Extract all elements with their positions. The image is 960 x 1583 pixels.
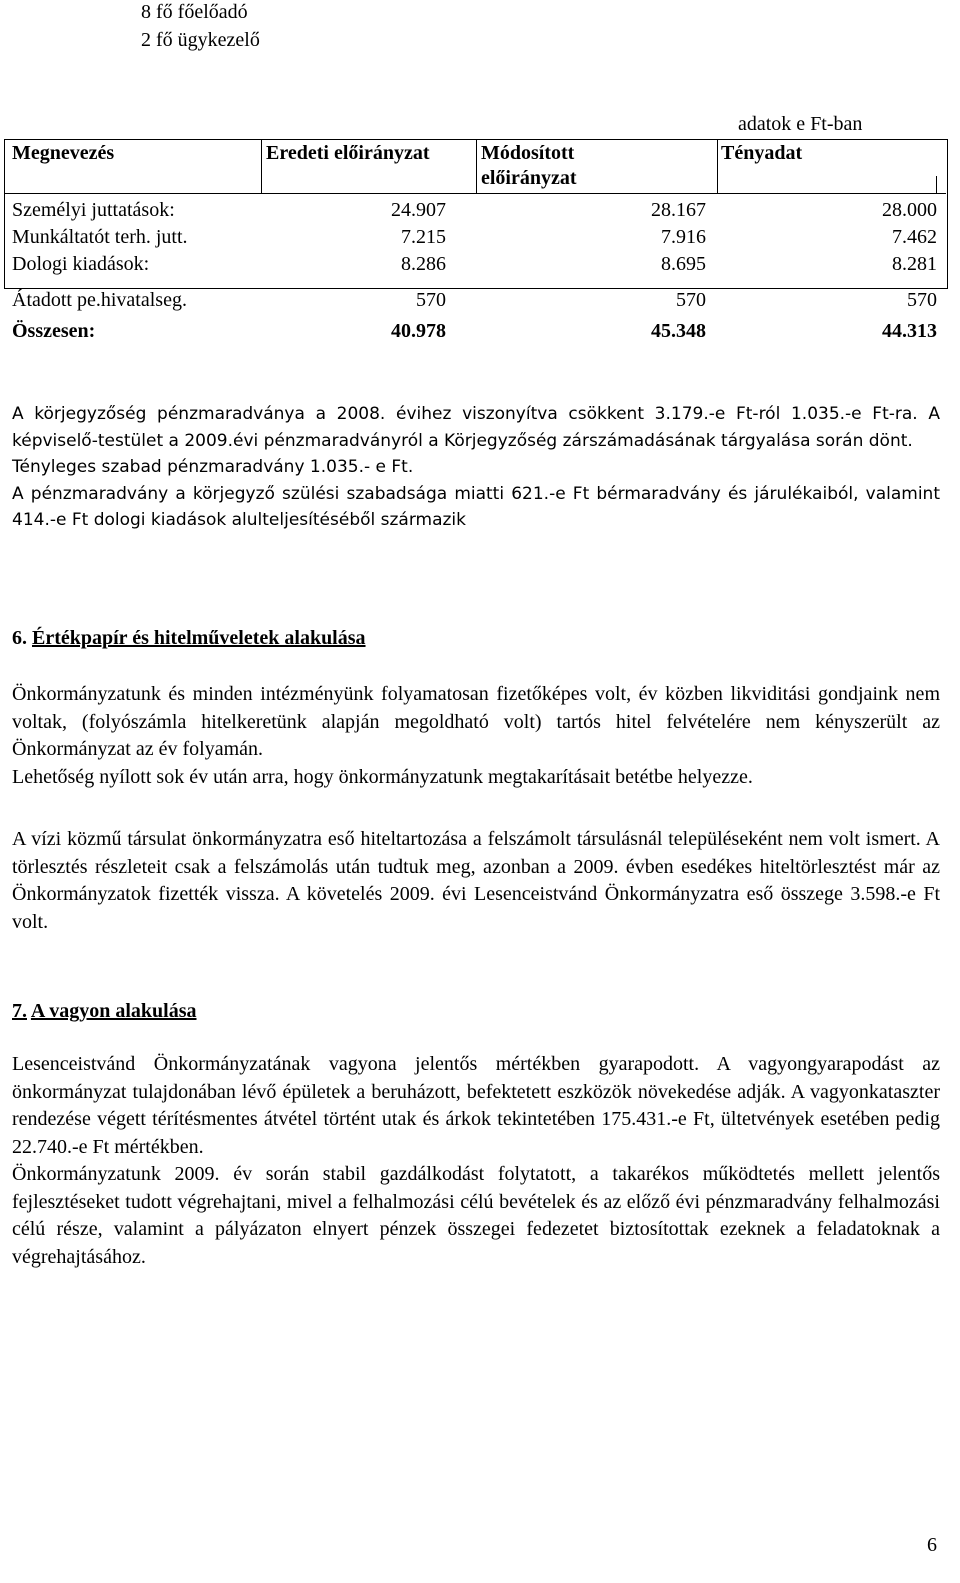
row-modositott: 7.916 (661, 226, 706, 248)
row-name: Átadott pe.hivatalseg. (12, 289, 187, 311)
section-6-paragraph-2: Lehetőség nyílott sok év után arra, hogy önkormányzatunk megtakarításait betétbe helyezze. (12, 765, 753, 788)
section-6-number: 6. (12, 627, 27, 649)
header-megnevezes: Megnevezés (12, 142, 115, 164)
unit-note: adatok e Ft-ban (738, 113, 863, 135)
section-6-body-2 (12, 826, 940, 936)
row-teny: 28.000 (882, 199, 937, 221)
row-name: Dologi kiadások: (12, 253, 150, 275)
remainder-section (12, 401, 940, 534)
row-eredeti: 24.907 (391, 199, 446, 221)
total-eredeti: 40.978 (391, 320, 446, 342)
row-name: Személyi juttatások: (12, 199, 175, 221)
row-eredeti: 570 (416, 289, 446, 311)
remainder-paragraph-3: A pénzmaradvány a körjegyző szülési szabadsága miatti 621.-e Ft bérmaradvány és járulékaiból, valamint 414.-e Ft dologi kiadások alulteljesítéséből származik (12, 483, 940, 531)
section-7-paragraph-2: Önkormányzatunk 2009. év során stabil gazdálkodást folytatott, a takarékos működtetés mellett jelentős fejlesztéseket tudott végrehajtani, mivel a felhalmozási célú bevételek és az előző évi pénzmaradvány felhalmozási célú része, valamint a pályázaton elnyert pénzek összegei fedezetet biztosítottak ezeknek a feladatoknak a végrehajtásához. (12, 1163, 940, 1268)
row-eredeti: 7.215 (401, 226, 446, 248)
total-teny: 44.313 (882, 320, 937, 342)
section-6-title: Értékpapír és hitelműveletek alakulása (32, 627, 366, 649)
row-eredeti: 8.286 (401, 253, 446, 275)
staff-line-2: 2 fő ügykezelő (141, 29, 260, 51)
section-7-title: A vagyon alakulása (30, 1000, 197, 1022)
section-6-heading (12, 627, 366, 650)
section-6-paragraph-1: Önkormányzatunk és minden intézményünk folyamatosan fizetőképes volt, év közben likviditási gondjaink nem voltak, (folyószámla hitelkeretünk alapján megoldható volt) tartós hitel felvételére nem kényszerült az Önkormányzat az év folyamán. (12, 683, 940, 760)
remainder-paragraph-1: A körjegyzőség pénzmaradványa a 2008. évihez viszonyítva csökkent 3.179.-e Ft-ról 1.035.-e Ft-ra. A képviselő-testület a 2009.évi pénzmaradványról a Körjegyzőség zárszámadásának tárgyalása során dönt. (12, 404, 940, 451)
section-7-heading (12, 1000, 197, 1023)
staff-line-1: 8 fő főelőadó (141, 1, 248, 23)
section-7-number: 7. (12, 1000, 27, 1022)
total-name: Összesen: (12, 320, 96, 342)
section-7-body (12, 1051, 940, 1271)
section-7-paragraph-1: Lesenceistvánd Önkormányzatának vagyona jelentős mértékben gyarapodott. A vagyongyarapodást az önkormányzat tulajdonában lévő épületek a beruházott, befektetett eszközök növekedése adják. A vagyonkataszter rendezése végett térítésmentes átvétel történt utak és árkok tekintetében 175.431.-e Ft, ültetvények esetében pedig 22.740.-e Ft mértékben. (12, 1053, 940, 1158)
section-6-body (12, 681, 940, 791)
section-6-paragraph-3: A vízi közmű társulat önkormányzatra eső hiteltartozása a felszámolt társulásnál településeként nem volt ismert. A törlesztés részleteit csak a felszámolás után tudtuk meg, azonban a 2009. évben esedékes hiteltörlesztést már az Önkormányzatok fizették vissza. A követelés 2009. évi Lesenceistvánd Önkormányzatra eső összege 3.598.-e Ft volt. (12, 828, 940, 933)
row-name: Munkáltatót terh. jutt. (12, 226, 188, 248)
row-teny: 8.281 (892, 253, 937, 275)
remainder-paragraph-2: Tényleges szabad pénzmaradvány 1.035.- e Ft. (12, 457, 414, 478)
page-number: 6 (927, 1534, 937, 1556)
header-modositott: Módosított előirányzat (481, 142, 577, 189)
header-tenyadat: Tényadat (721, 142, 803, 164)
row-teny: 570 (907, 289, 937, 311)
row-modositott: 28.167 (651, 199, 706, 221)
row-modositott: 570 (676, 289, 706, 311)
total-modositott: 45.348 (651, 320, 706, 342)
row-modositott: 8.695 (661, 253, 706, 275)
header-eredeti: Eredeti előirányzat (266, 142, 430, 164)
row-teny: 7.462 (892, 226, 937, 248)
